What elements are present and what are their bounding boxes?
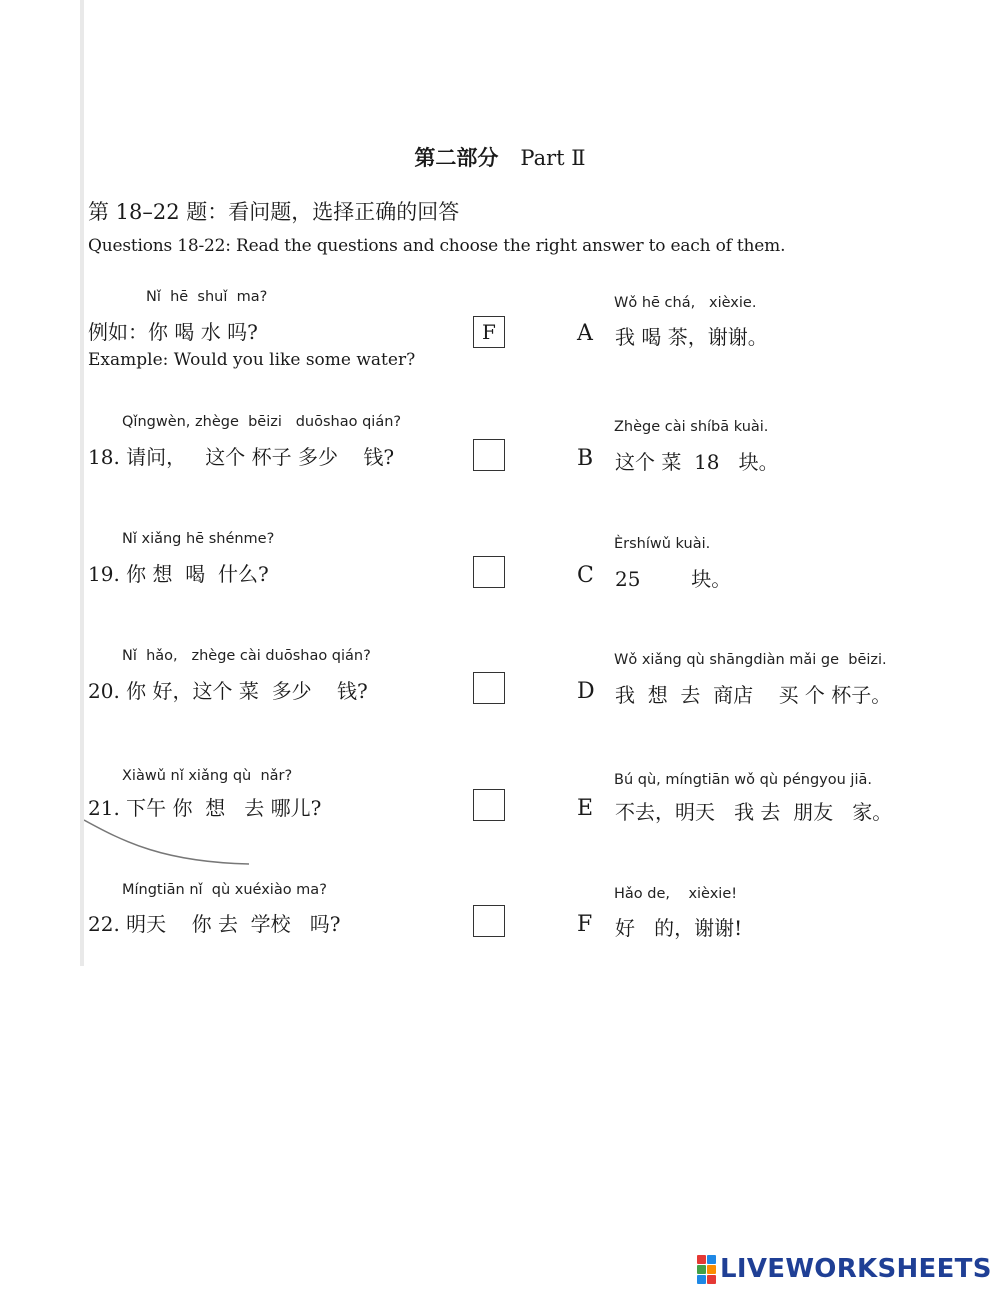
option-c-pinyin: Èrshíwǔ kuài. [614,536,711,552]
instruction-en: Questions 18-22: Read the questions and choose the right answer to each of them. [88,236,786,256]
option-b-letter: B [577,446,594,471]
option-d-pinyin: Wǒ xiǎng qù shāngdiàn mǎi ge bēizi. [614,652,887,668]
option-f-text: 好 的，谢谢! [615,916,743,940]
option-e-pinyin: Bú qù, míngtiān wǒ qù péngyou jiā. [614,772,872,788]
question-21-text: 21. 下午 你 想 去 哪儿? [88,796,322,820]
question-example-pinyin: Nǐ hē shuǐ ma? [146,289,268,305]
logo-blocks-icon [697,1255,716,1284]
question-20-text: 20. 你 好，这个 菜 多少 钱? [88,679,368,703]
liveworksheets-logo [697,1254,992,1284]
option-a-letter: A [577,321,593,346]
instruction-zh: 第 18–22 题：看问题，选择正确的回答 [88,200,460,224]
option-e-text: 不去，明天 我 去 朋友 家。 [615,800,893,824]
option-a-pinyin: Wǒ hē chá, xièxie. [614,295,757,311]
question-22-pinyin: Míngtiān nǐ qù xuéxiào ma? [122,882,327,898]
option-d-letter: D [577,679,595,704]
answer-box-example: F [473,316,505,348]
option-e-letter: E [577,796,594,821]
question-20-pinyin: Nǐ hǎo, zhège cài duōshao qián? [122,648,371,664]
answer-box-18[interactable] [473,439,505,471]
option-f-pinyin: Hǎo de, xièxie! [614,886,738,902]
question-18-text: 18. 请问， 这个 杯子 多少 钱? [88,445,395,469]
page-title [0,142,1000,172]
answer-box-22[interactable] [473,905,505,937]
option-d-text: 我 想 去 商店 买 个 杯子。 [615,683,892,707]
question-21-pinyin: Xiàwǔ nǐ xiǎng qù nǎr? [122,768,293,784]
question-18-pinyin: Qǐngwèn, zhège bēizi duōshao qián? [122,414,402,430]
answer-box-21[interactable] [473,789,505,821]
answer-box-19[interactable] [473,556,505,588]
logo-text: LIVEWORKSHEETS [720,1254,992,1284]
option-c-letter: C [577,563,594,588]
option-c-text: 25 块。 [615,567,732,591]
pencil-stroke-mark [84,812,254,872]
title-zh: 第二部分 [414,145,499,170]
question-19-text: 19. 你 想 喝 什么? [88,562,269,586]
option-a-text: 我 喝 茶，谢谢。 [615,325,768,349]
answer-box-20[interactable] [473,672,505,704]
question-example-english: Example: Would you like some water? [88,350,416,370]
option-b-text: 这个 菜 18 块。 [615,450,779,474]
question-example-text: 例如：你 喝 水 吗? [88,320,258,344]
option-b-pinyin: Zhège cài shíbā kuài. [614,419,769,435]
option-f-letter: F [577,912,593,937]
question-19-pinyin: Nǐ xiǎng hē shénme? [122,531,275,547]
question-22-text: 22. 明天 你 去 学校 吗? [88,912,341,936]
title-en: Part Ⅱ [520,146,586,170]
